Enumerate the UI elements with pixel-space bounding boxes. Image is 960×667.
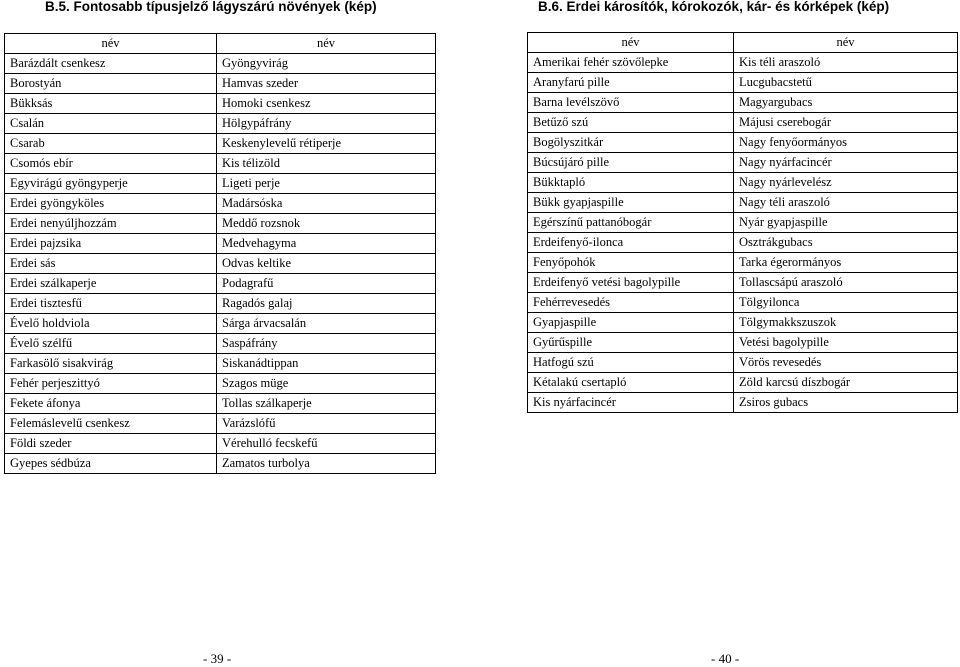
plants-table <box>4 33 436 474</box>
table-cell: Erdei tisztesfű <box>5 294 217 314</box>
table-row <box>528 153 958 173</box>
table-cell: Bükksás <box>5 94 217 114</box>
column-header-name-1: név <box>528 33 734 53</box>
table-cell: Keskenylevelű rétiperje <box>217 134 436 154</box>
plants-table-body <box>5 54 436 474</box>
table-cell: Csalán <box>5 114 217 134</box>
table-cell: Erdeifenyő-ilonca <box>528 233 734 253</box>
table-row <box>528 73 958 93</box>
table-cell: Nagy nyárfacincér <box>734 153 958 173</box>
table-row <box>528 133 958 153</box>
table-cell: Kis nyárfacincér <box>528 393 734 413</box>
table-row <box>528 93 958 113</box>
table-row <box>5 314 436 334</box>
table-cell: Fenyőpohók <box>528 253 734 273</box>
table-cell: Odvas keltike <box>217 254 436 274</box>
table-cell: Meddő rozsnok <box>217 214 436 234</box>
table-row <box>5 94 436 114</box>
section-title-left: B.5. Fontosabb típusjelző lágyszárú növények (kép) <box>45 0 377 14</box>
table-cell: Erdei sás <box>5 254 217 274</box>
table-cell: Nagy fenyőormányos <box>734 133 958 153</box>
column-header-name-1: név <box>5 34 217 54</box>
table-row <box>5 214 436 234</box>
table-cell: Podagrafű <box>217 274 436 294</box>
table-cell: Saspáfrány <box>217 334 436 354</box>
table-cell: Bükk gyapjaspille <box>528 193 734 213</box>
table-cell: Gyapjaspille <box>528 313 734 333</box>
table-cell: Zamatos turbolya <box>217 454 436 474</box>
table-row <box>5 374 436 394</box>
column-header-name-2: név <box>217 34 436 54</box>
table-cell: Osztrákgubacs <box>734 233 958 253</box>
table-row <box>528 173 958 193</box>
table-cell: Nagy téli araszoló <box>734 193 958 213</box>
table-cell: Erdeifenyő vetési bagolypille <box>528 273 734 293</box>
table-row <box>528 393 958 413</box>
table-cell: Vörös revesedés <box>734 353 958 373</box>
table-cell: Fehérrevesedés <box>528 293 734 313</box>
table-cell: Évelő szélfű <box>5 334 217 354</box>
table-cell: Nyár gyapjaspille <box>734 213 958 233</box>
table-cell: Hamvas szeder <box>217 74 436 94</box>
table-cell: Tollas szálkaperje <box>217 394 436 414</box>
table-cell: Nagy nyárlevelész <box>734 173 958 193</box>
table-row <box>528 313 958 333</box>
table-cell: Medvehagyma <box>217 234 436 254</box>
table-cell: Csomós ebír <box>5 154 217 174</box>
table-row <box>5 254 436 274</box>
table-cell: Madársóska <box>217 194 436 214</box>
table-cell: Bogölyszitkár <box>528 133 734 153</box>
table-cell: Egérszínű pattanóbogár <box>528 213 734 233</box>
table-row <box>5 414 436 434</box>
table-row <box>5 174 436 194</box>
table-cell: Kis télizöld <box>217 154 436 174</box>
table-cell: Tölgymakkszuszok <box>734 313 958 333</box>
table-cell: Siskanádtippan <box>217 354 436 374</box>
table-cell: Barna levélszövő <box>528 93 734 113</box>
pests-table <box>527 32 958 413</box>
table-cell: Betűző szú <box>528 113 734 133</box>
table-cell: Tollascsápú araszoló <box>734 273 958 293</box>
pests-table-body <box>528 53 958 413</box>
table-cell: Farkasölő sisakvirág <box>5 354 217 374</box>
table-row <box>5 194 436 214</box>
table-cell: Csarab <box>5 134 217 154</box>
table-cell: Bükktapló <box>528 173 734 193</box>
table-cell: Kétalakú csertapló <box>528 373 734 393</box>
table-cell: Tarka égerormányos <box>734 253 958 273</box>
table-cell: Tölgyilonca <box>734 293 958 313</box>
table-row <box>5 434 436 454</box>
table-cell: Fekete áfonya <box>5 394 217 414</box>
table-cell: Májusi cserebogár <box>734 113 958 133</box>
table-cell: Gyepes sédbúza <box>5 454 217 474</box>
table-row <box>528 53 958 73</box>
table-cell: Varázslófű <box>217 414 436 434</box>
table-cell: Sárga árvacsalán <box>217 314 436 334</box>
table-cell: Erdei nenyúljhozzám <box>5 214 217 234</box>
table-row <box>5 394 436 414</box>
table-cell: Borostyán <box>5 74 217 94</box>
table-cell: Vetési bagolypille <box>734 333 958 353</box>
table-row <box>528 273 958 293</box>
table-cell: Magyargubacs <box>734 93 958 113</box>
table-cell: Amerikai fehér szövőlepke <box>528 53 734 73</box>
table-row <box>5 274 436 294</box>
table-row <box>528 373 958 393</box>
table-row <box>5 334 436 354</box>
table-cell: Erdei pajzsika <box>5 234 217 254</box>
table-cell: Kis téli araszoló <box>734 53 958 73</box>
table-cell: Vérehulló fecskefű <box>217 434 436 454</box>
table-cell: Fehér perjeszittyó <box>5 374 217 394</box>
table-row <box>5 294 436 314</box>
table-cell: Ragadós galaj <box>217 294 436 314</box>
table-row <box>528 233 958 253</box>
table-cell: Gyűrűspille <box>528 333 734 353</box>
table-row <box>528 193 958 213</box>
table-row <box>5 114 436 134</box>
table-cell: Egyvirágú gyöngyperje <box>5 174 217 194</box>
table-row <box>5 54 436 74</box>
table-cell: Homoki csenkesz <box>217 94 436 114</box>
table-cell: Erdei szálkaperje <box>5 274 217 294</box>
table-cell: Gyöngyvirág <box>217 54 436 74</box>
table-row <box>5 134 436 154</box>
table-row <box>528 293 958 313</box>
table-cell: Hatfogú szú <box>528 353 734 373</box>
column-header-name-2: név <box>734 33 958 53</box>
table-row <box>528 253 958 273</box>
table-row <box>5 354 436 374</box>
table-cell: Lucgubacstetű <box>734 73 958 93</box>
table-row <box>528 113 958 133</box>
table-row <box>5 154 436 174</box>
section-title-right: B.6. Erdei károsítók, kórokozók, kár- és kórképek (kép) <box>538 0 890 14</box>
table-cell: Aranyfarú pille <box>528 73 734 93</box>
page-number-right: - 40 - <box>711 651 740 666</box>
table-cell: Búcsújáró pille <box>528 153 734 173</box>
table-cell: Felemáslevelű csenkesz <box>5 414 217 434</box>
table-row <box>528 353 958 373</box>
table-cell: Szagos müge <box>217 374 436 394</box>
table-cell: Zöld karcsú díszbogár <box>734 373 958 393</box>
table-cell: Hölgypáfrány <box>217 114 436 134</box>
table-cell: Erdei gyöngyköles <box>5 194 217 214</box>
page-number-left: - 39 - <box>203 651 232 666</box>
table-header-row <box>5 34 436 54</box>
table-cell: Barázdált csenkesz <box>5 54 217 74</box>
table-cell: Évelő holdviola <box>5 314 217 334</box>
table-cell: Földi szeder <box>5 434 217 454</box>
table-cell: Ligeti perje <box>217 174 436 194</box>
table-row <box>5 234 436 254</box>
table-row <box>528 333 958 353</box>
table-cell: Zsiros gubacs <box>734 393 958 413</box>
table-header-row <box>528 33 958 53</box>
table-row <box>528 213 958 233</box>
table-row <box>5 454 436 474</box>
table-row <box>5 74 436 94</box>
